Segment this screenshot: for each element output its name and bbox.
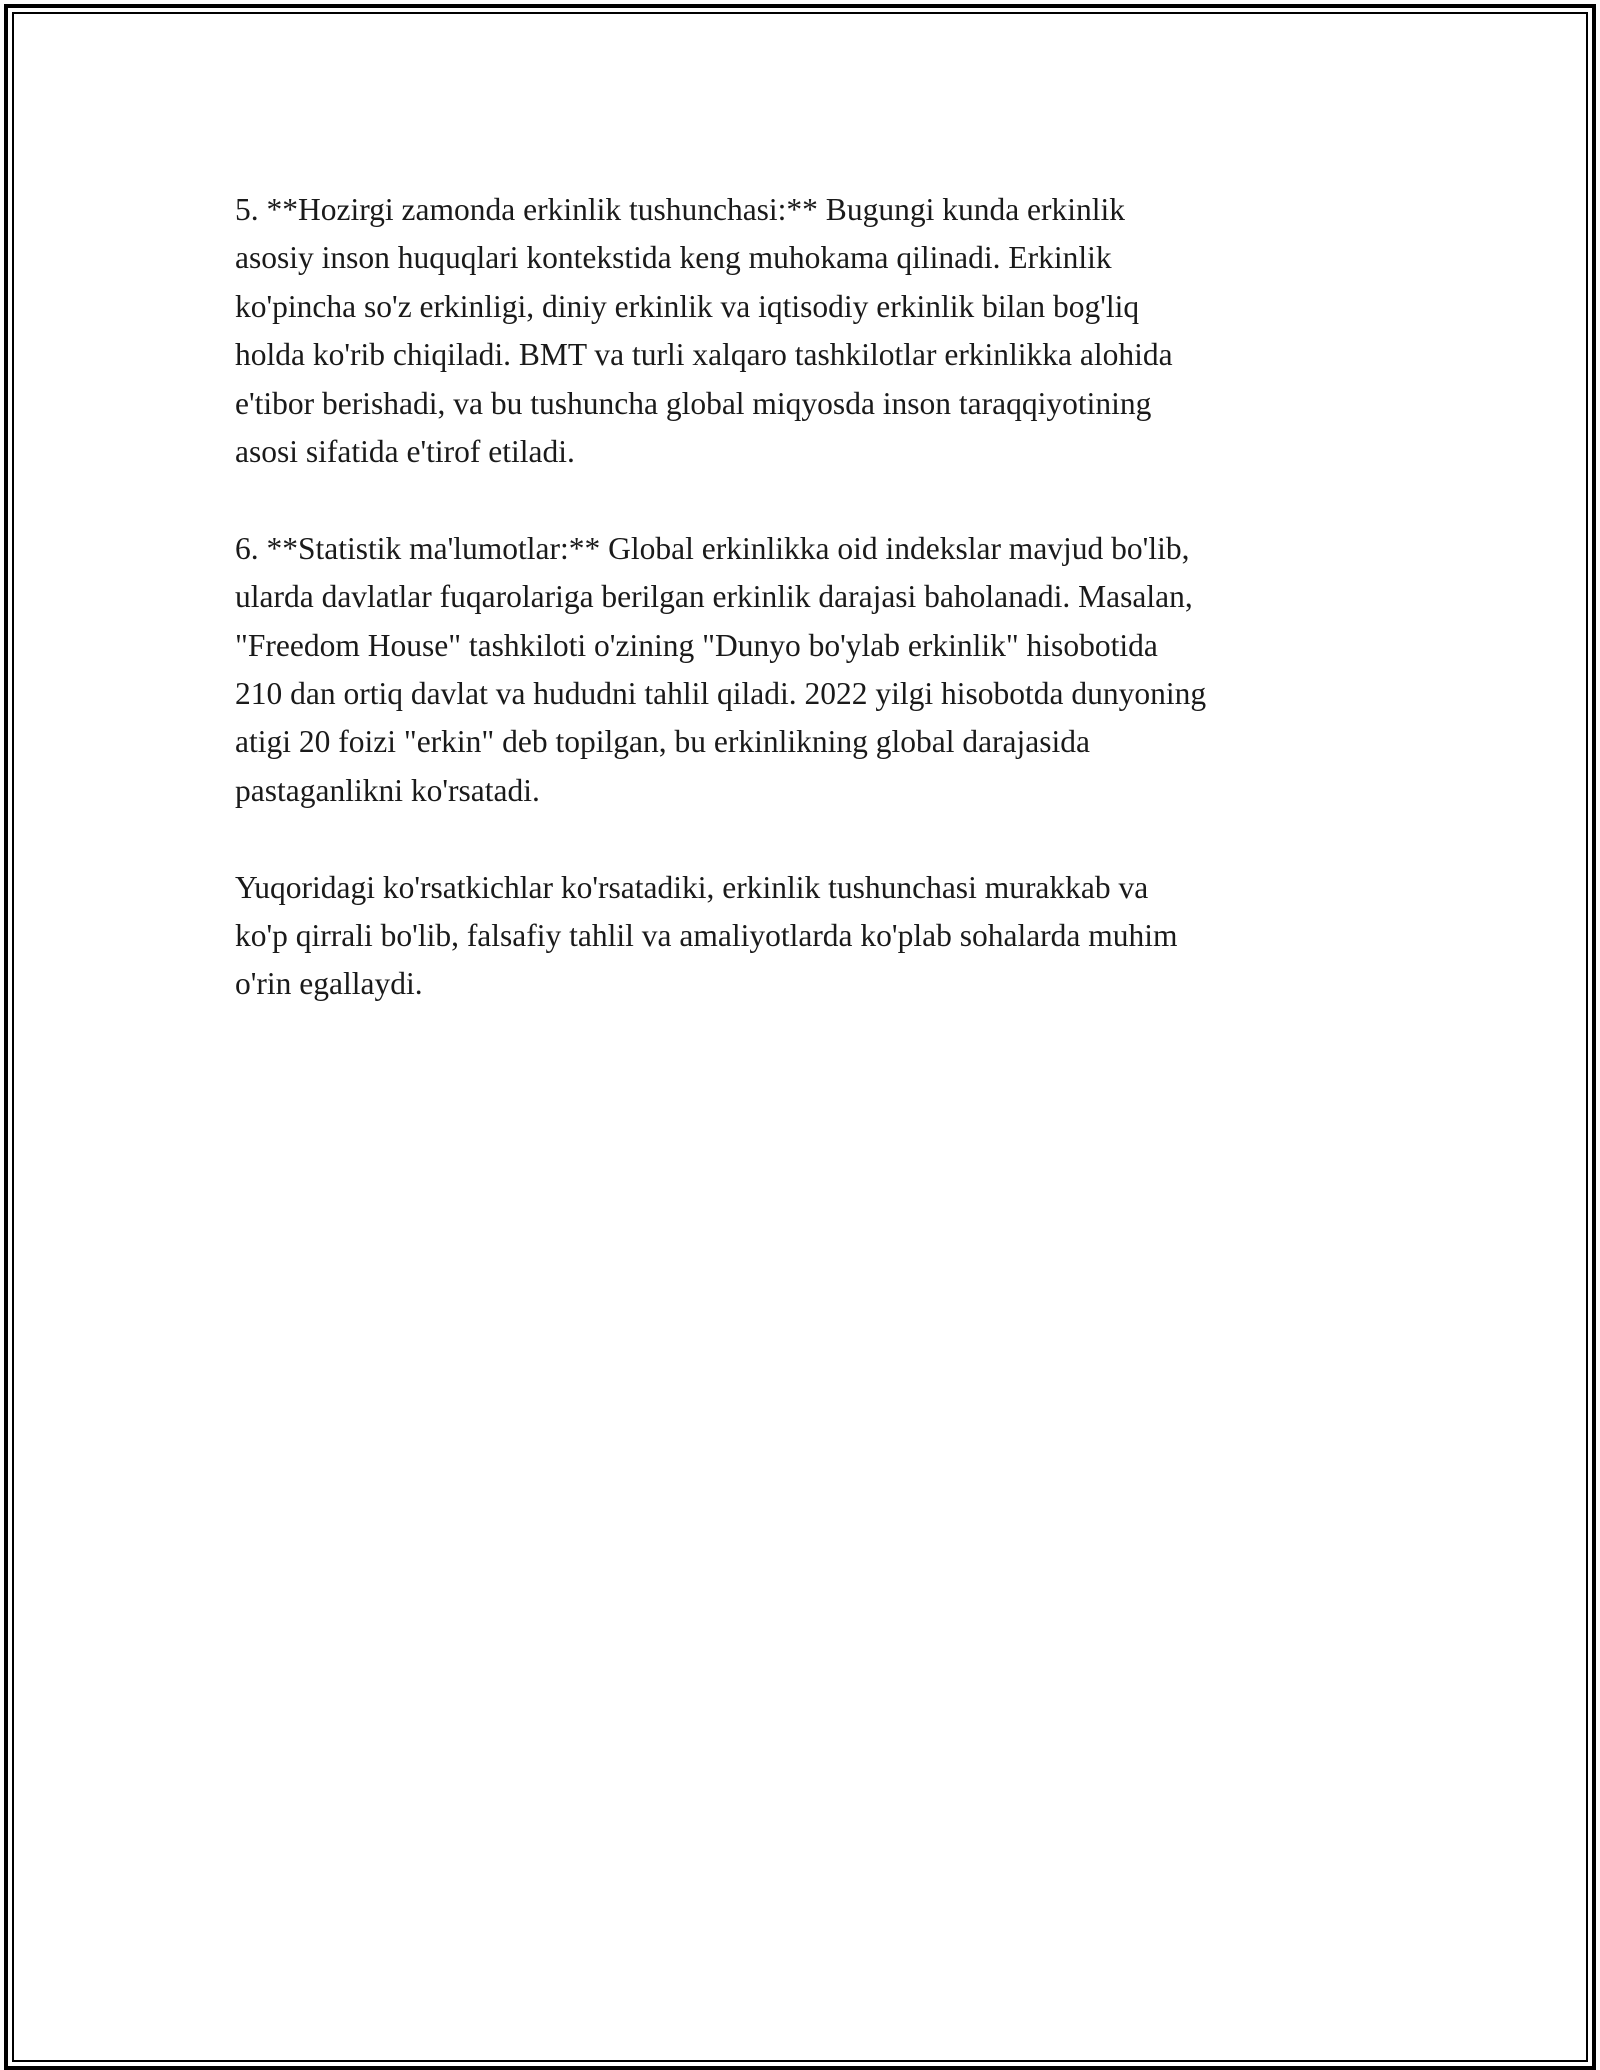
text-line: 6. **Statistik ma'lumotlar:** Global erkinlikka oid indekslar mavjud bo'lib, xyxy=(235,530,1190,566)
document-body xyxy=(235,186,1375,1057)
text-line: ularda davlatlar fuqarolariga berilgan erkinlik darajasi baholanadi. Masalan, xyxy=(235,579,1193,615)
text-line: asosi sifatida e'tirof etiladi. xyxy=(235,434,575,470)
paragraph-conclusion xyxy=(235,864,1375,1009)
paragraph-modern-freedom xyxy=(235,186,1375,476)
text-line: holda ko'rib chiqiladi. BMT va turli xalqaro tashkilotlar erkinlikka alohida xyxy=(235,337,1173,373)
text-line: asosiy inson huquqlari kontekstida keng muhokama qilinadi. Erkinlik xyxy=(235,240,1112,276)
text-line: ko'p qirrali bo'lib, falsafiy tahlil va amaliyotlarda ko'plab sohalarda muhim xyxy=(235,918,1178,954)
text-line: 210 dan ortiq davlat va hududni tahlil qiladi. 2022 yilgi hisobotda dunyoning xyxy=(235,676,1207,712)
text-line: o'rin egallaydi. xyxy=(235,966,423,1002)
paragraph-statistics xyxy=(235,525,1375,815)
text-line: ko'pincha so'z erkinligi, diniy erkinlik va iqtisodiy erkinlik bilan bog'liq xyxy=(235,288,1140,324)
text-line: Yuqoridagi ko'rsatkichlar ko'rsatadiki, erkinlik tushunchasi murakkab va xyxy=(235,869,1149,905)
text-line: e'tibor berishadi, va bu tushuncha global miqyosda inson taraqqiyotining xyxy=(235,385,1152,421)
text-line: pastaganlikni ko'rsatadi. xyxy=(235,772,540,808)
text-line: 5. **Hozirgi zamonda erkinlik tushunchasi:** Bugungi kunda erkinlik xyxy=(235,192,1126,227)
text-line: "Freedom House" tashkiloti o'zining "Dunyo bo'ylab erkinlik" hisobotida xyxy=(235,627,1158,663)
text-line: atigi 20 foizi "erkin" deb topilgan, bu erkinlikning global darajasida xyxy=(235,724,1091,760)
